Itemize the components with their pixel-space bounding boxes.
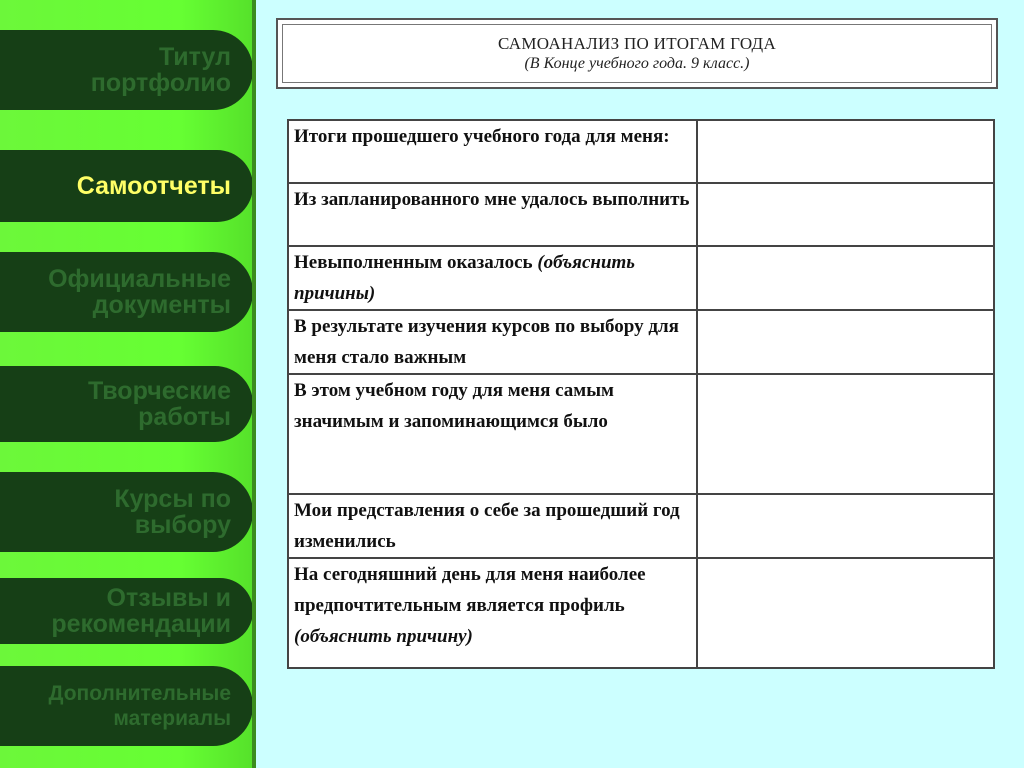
question-cell: Невыполненным оказалось (объяснить причины): [288, 246, 697, 310]
question-cell: Из запланированного мне удалось выполнить: [288, 183, 697, 246]
table-row: [288, 183, 994, 246]
sidebar-divider: [252, 0, 256, 768]
answer-cell[interactable]: [697, 183, 994, 246]
answer-cell[interactable]: [697, 310, 994, 374]
question-cell: Итоги прошедшего учебного года для меня:: [288, 120, 697, 183]
nav-item-creative[interactable]: [0, 366, 253, 442]
answer-cell[interactable]: [697, 120, 994, 183]
nav-item-label: Курсы по выбору: [114, 485, 231, 539]
answer-cell[interactable]: [697, 558, 994, 668]
page-subtitle: (В Конце учебного года. 9 класс.): [524, 54, 750, 72]
nav-item-samootchety[interactable]: [0, 150, 253, 222]
page-title: САМОАНАЛИЗ ПО ИТОГАМ ГОДА: [497, 33, 777, 53]
nav-item-titul[interactable]: [0, 30, 253, 110]
nav-item-reviews[interactable]: [0, 578, 253, 644]
table-row: [288, 120, 994, 183]
nav-item-label: Творческие работы: [87, 377, 231, 431]
answer-cell[interactable]: [697, 374, 994, 494]
table-row: [288, 494, 994, 558]
table-row: [288, 558, 994, 668]
question-cell: Мои представления о себе за прошедший год изменились: [288, 494, 697, 558]
nav-item-label: Дополнительные материалы: [48, 682, 231, 730]
question-cell: В результате изучения курсов по выбору для меня стало важным: [288, 310, 697, 374]
question-cell: В этом учебном году для меня самым значимым и запоминающимся было: [288, 374, 697, 494]
nav-item-label: Отзывы и рекомендации: [51, 584, 231, 638]
title-box: [276, 18, 998, 89]
nav-item-courses[interactable]: [0, 472, 253, 552]
nav-item-extra[interactable]: [0, 666, 253, 746]
table-row: [288, 310, 994, 374]
question-cell: На сегодняшний день для меня наиболее предпочтительным является профиль (объяснить причину): [288, 558, 697, 668]
self-analysis-table: [287, 119, 995, 669]
nav-item-label: Самоотчеты: [76, 172, 231, 200]
nav-item-official[interactable]: [0, 252, 253, 332]
answer-cell[interactable]: [697, 494, 994, 558]
table-row: [288, 374, 994, 494]
nav-item-label: Титул портфолио: [90, 43, 231, 97]
table-row: [288, 246, 994, 310]
sidebar: [0, 0, 256, 768]
answer-cell[interactable]: [697, 246, 994, 310]
nav-item-label: Официальные документы: [48, 265, 231, 319]
